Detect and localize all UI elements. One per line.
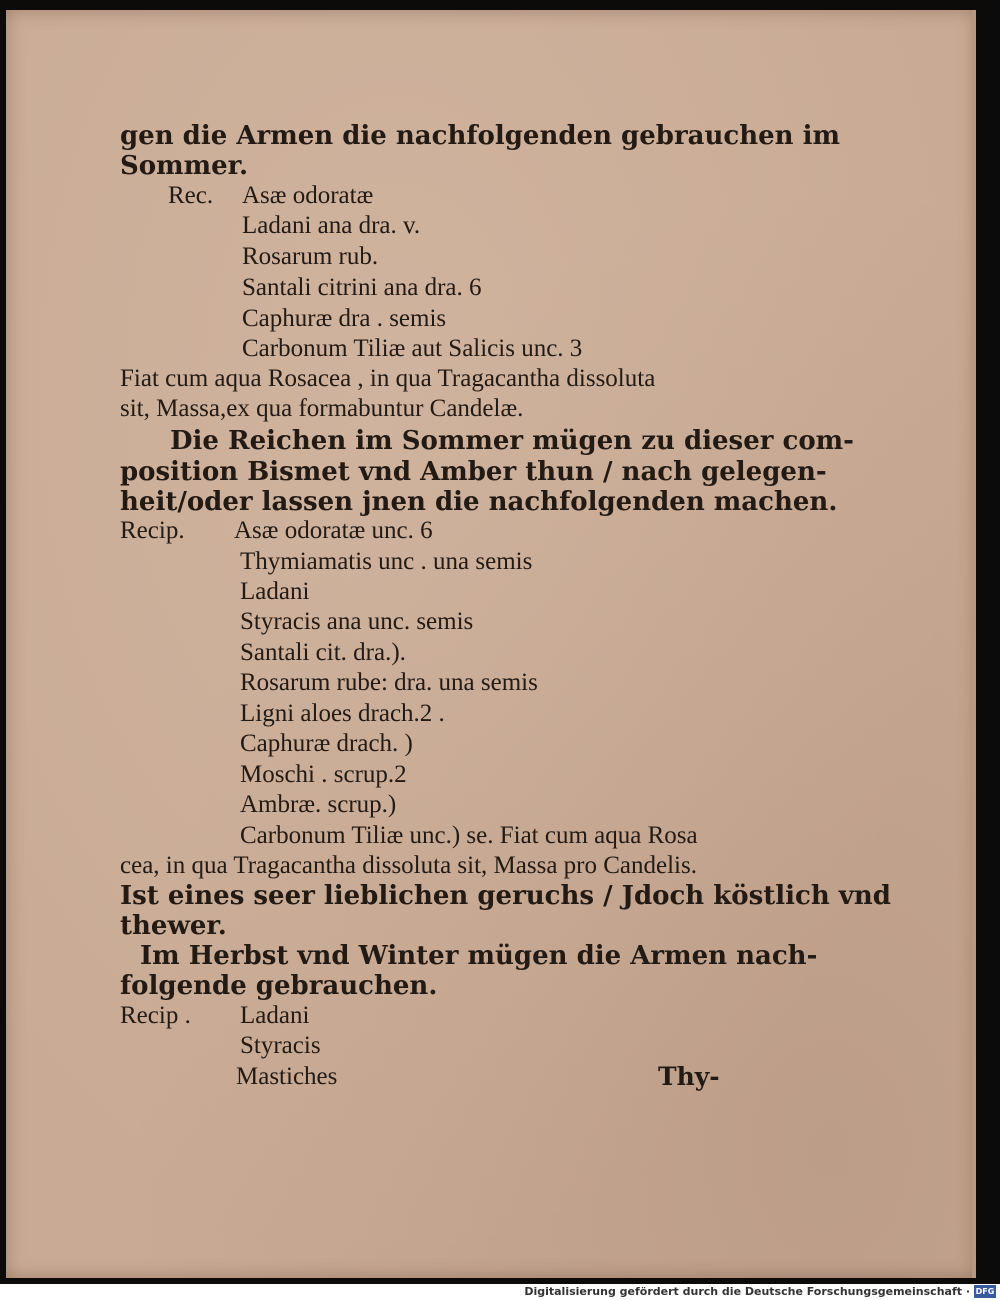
- text-line: sit, Massa,ex qua formabuntur Candelæ.: [120, 395, 524, 422]
- ingredient: Asæ odoratæ unc. 6: [234, 517, 433, 544]
- ingredient: Santali cit. dra.).: [240, 639, 406, 666]
- recipe-label: Recip.: [120, 517, 185, 544]
- text-line: gen die Armen die nachfolgenden gebrauchen im: [120, 121, 841, 151]
- ingredient: Styracis ana unc. semis: [240, 608, 474, 635]
- ingredient: Caphuræ drach. ): [240, 730, 413, 757]
- page-text: [6, 10, 976, 1278]
- ingredient: Caphuræ dra . semis: [242, 305, 447, 332]
- catchword: Thy-: [658, 1062, 720, 1091]
- ingredient: Ladani: [240, 1002, 310, 1029]
- text-line: Die Reichen im Sommer mügen zu dieser com-: [170, 426, 854, 456]
- text-line: position Bismet vnd Amber thun / nach gelegen-: [120, 457, 827, 487]
- ingredient: Thymiamatis unc . una semis: [240, 548, 533, 575]
- recipe-label: Rec.: [168, 182, 214, 209]
- text-line: Im Herbst vnd Winter mügen die Armen nach-: [140, 941, 818, 971]
- text-line: folgende gebrauchen.: [120, 971, 438, 1001]
- ingredient: Ligni aloes drach.2 .: [240, 700, 445, 727]
- text-line: cea, in qua Tragacantha dissoluta sit, Massa pro Candelis.: [120, 852, 697, 879]
- footer-bar: [0, 1284, 1000, 1300]
- text-line: Fiat cum aqua Rosacea , in qua Tragacantha dissoluta: [120, 365, 656, 392]
- funding-credit: Digitalisierung gefördert durch die Deutsche Forschungsgemeinschaft ·: [524, 1285, 970, 1298]
- ingredient: Santali citrini ana dra. 6: [242, 274, 482, 301]
- ingredient: Ambræ. scrup.): [240, 791, 397, 818]
- ingredient: Ladani ana dra. v.: [242, 212, 421, 239]
- ingredient: Moschi . scrup.2: [240, 761, 407, 788]
- ingredient: Mastiches: [236, 1063, 338, 1090]
- ingredient: Ladani: [240, 578, 310, 605]
- recipe-label: Recip .: [120, 1002, 191, 1029]
- text-line: Sommer.: [120, 151, 249, 181]
- ingredient: Carbonum Tiliæ unc.) se. Fiat cum aqua Rosa: [240, 822, 698, 849]
- book-page: [6, 10, 976, 1278]
- ingredient: Asæ odoratæ: [242, 182, 374, 209]
- text-line: heit/oder lassen jnen die nachfolgenden machen.: [120, 487, 838, 517]
- ingredient: Styracis: [240, 1032, 321, 1059]
- ingredient: Rosarum rub.: [242, 243, 379, 270]
- ingredient: Rosarum rube: dra. una semis: [240, 669, 538, 696]
- dfg-logo: DFG: [975, 1287, 995, 1296]
- text-line: Ist eines seer lieblichen geruchs / Jdoch köstlich vnd: [120, 881, 891, 911]
- text-line: thewer.: [120, 911, 227, 941]
- ingredient: Carbonum Tiliæ aut Salicis unc. 3: [242, 335, 583, 362]
